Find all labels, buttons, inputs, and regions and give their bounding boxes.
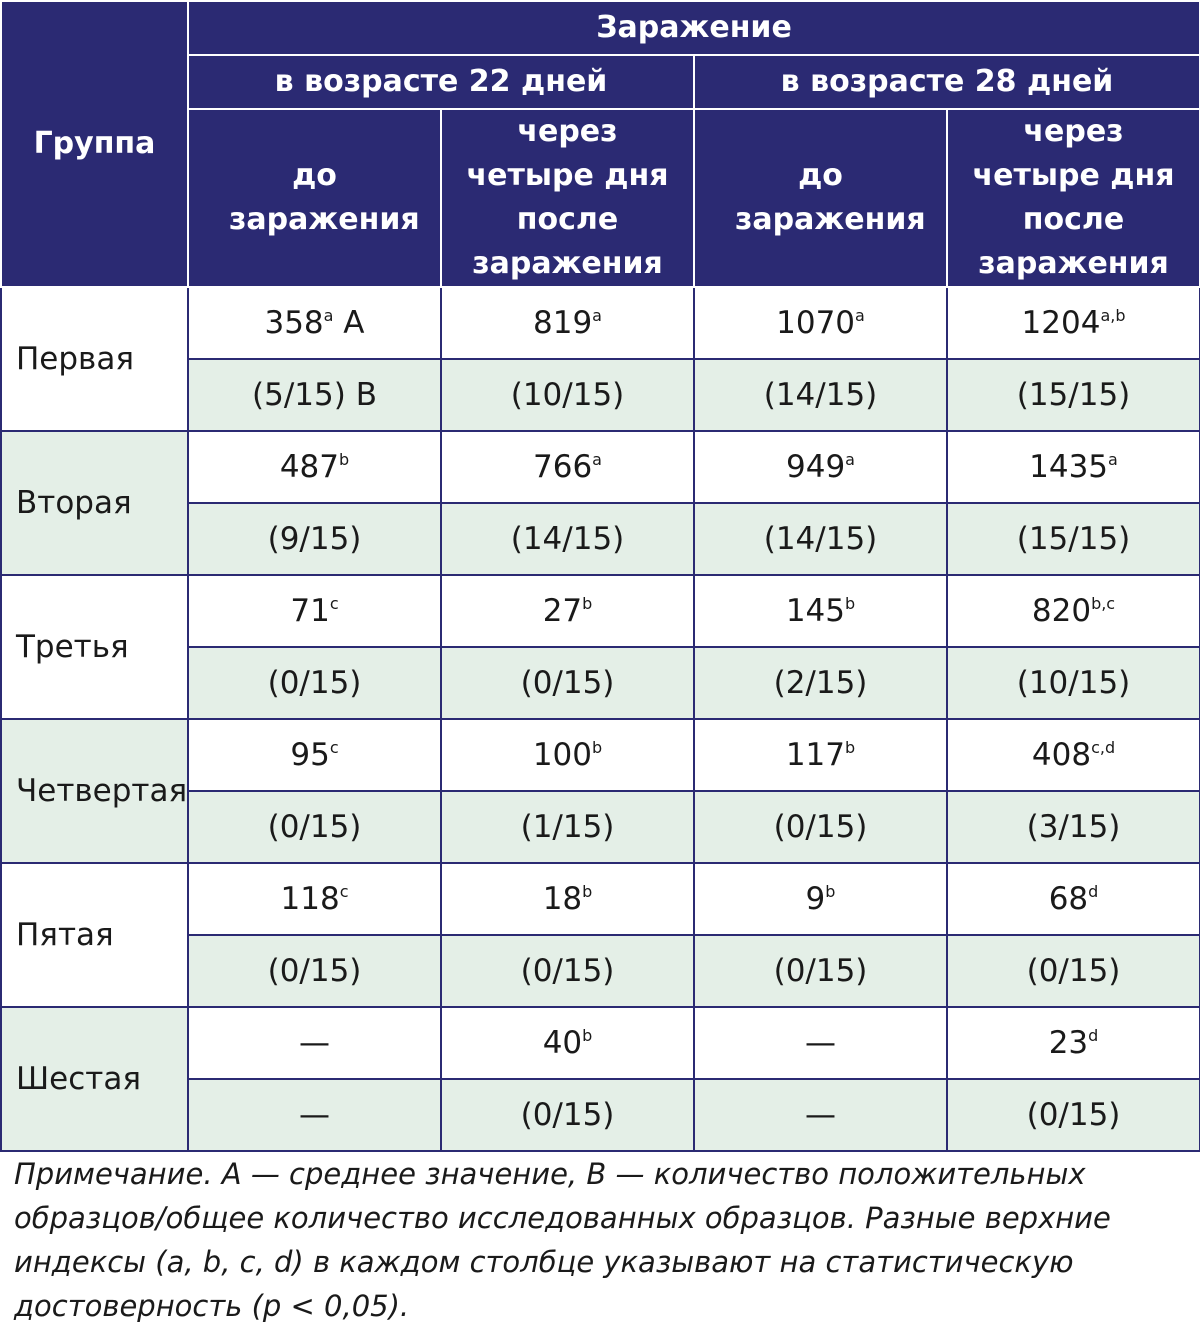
table-row [1, 431, 1200, 503]
after-header-22: через четыре дня после заражения [441, 109, 694, 287]
mean-value-cell [694, 431, 947, 503]
positive-ratio-cell: (14/15) [694, 503, 947, 575]
significance-superscript: b [582, 594, 593, 613]
before-header-22: до заражения [188, 109, 441, 287]
table-row [1, 575, 1200, 647]
positive-ratio-cell: (0/15) [188, 647, 441, 719]
mean-value: 358 [264, 305, 324, 341]
positive-ratio-cell: (0/15) [441, 935, 694, 1007]
mean-value: 71 [290, 593, 330, 629]
positive-ratio-cell: (15/15) [947, 359, 1200, 431]
positive-ratio-cell: (14/15) [441, 503, 694, 575]
mean-value-cell [441, 1007, 694, 1079]
table-row [1, 287, 1200, 359]
mean-value-cell [694, 575, 947, 647]
positive-ratio-cell: (0/15) [188, 791, 441, 863]
positive-ratio-cell: (9/15) [188, 503, 441, 575]
mean-value-cell [441, 719, 694, 791]
before-header-28: до заражения [694, 109, 947, 287]
significance-superscript: c [339, 882, 349, 901]
positive-ratio-cell: (1/15) [441, 791, 694, 863]
mean-value-cell [188, 575, 441, 647]
mean-value: 9 [805, 881, 826, 917]
age22-header: в возрасте 22 дней [188, 55, 694, 109]
group-header: Группа [1, 1, 188, 287]
table-row [1, 719, 1200, 791]
mean-value: 18 [542, 881, 583, 917]
mean-value-cell [947, 719, 1200, 791]
mean-value: 1070 [776, 305, 856, 341]
mean-value-cell [947, 287, 1200, 359]
significance-superscript: a [1108, 450, 1118, 469]
mean-value-cell [188, 287, 441, 359]
mean-value: 1435 [1029, 449, 1109, 485]
positive-ratio-cell: (0/15) [441, 647, 694, 719]
mean-value: 100 [532, 737, 592, 773]
significance-superscript: c,d [1091, 738, 1116, 757]
group-label: Пятая [1, 863, 188, 1007]
mean-value-cell [188, 1007, 441, 1079]
positive-ratio-cell: (0/15) [441, 1079, 694, 1151]
mean-value-cell [947, 863, 1200, 935]
significance-superscript: c [329, 594, 339, 613]
positive-ratio-cell: — [694, 1079, 947, 1151]
positive-ratio-cell: (3/15) [947, 791, 1200, 863]
table-note: Примечание. A — среднее значение, B — количество положительных образцов/общее количество исследованных образцов. Разные верхние индексы (a, b, c, d) в каждом столбце указывают на статистическую достоверность (p < 0,05). [14, 1157, 1111, 1323]
significance-superscript: b [339, 450, 350, 469]
mean-value-cell [188, 863, 441, 935]
mean-value-cell [694, 719, 947, 791]
mean-value-cell [694, 287, 947, 359]
infection-header: Заражение [188, 1, 1200, 55]
positive-ratio-cell: (2/15) [694, 647, 947, 719]
mean-value: — [299, 1025, 330, 1061]
mean-value-cell [694, 1007, 947, 1079]
significance-superscript: b [825, 882, 836, 901]
significance-superscript: c [329, 738, 339, 757]
mean-value-cell [441, 287, 694, 359]
mean-value: 819 [533, 305, 593, 341]
mean-value: 487 [279, 449, 339, 485]
group-label: Первая [1, 287, 188, 431]
significance-superscript: a [592, 450, 602, 469]
positive-ratio-cell: (0/15) [947, 935, 1200, 1007]
significance-superscript: b [845, 738, 856, 757]
positive-ratio-cell: (10/15) [947, 647, 1200, 719]
mean-value: 145 [785, 593, 845, 629]
positive-ratio-cell: (0/15) [188, 935, 441, 1007]
positive-ratio-cell: (0/15) [947, 1079, 1200, 1151]
significance-superscript: d [1088, 882, 1099, 901]
mean-value: 1204 [1021, 305, 1101, 341]
positive-ratio-cell: (15/15) [947, 503, 1200, 575]
table-row [1, 863, 1200, 935]
significance-superscript: b,c [1091, 594, 1116, 613]
mean-value-cell [947, 431, 1200, 503]
group-label: Шестая [1, 1007, 188, 1151]
mean-value: 27 [542, 593, 583, 629]
mean-value: 40 [542, 1025, 583, 1061]
significance-superscript: b [845, 594, 856, 613]
table-row [1, 1007, 1200, 1079]
mean-value-cell [188, 431, 441, 503]
significance-superscript: b [592, 738, 603, 757]
mean-value: 766 [533, 449, 593, 485]
positive-ratio-cell: (5/15) B [188, 359, 441, 431]
mean-value: — [805, 1025, 836, 1061]
mean-value-cell [947, 575, 1200, 647]
significance-superscript: a [855, 306, 865, 325]
mean-value: 23 [1048, 1025, 1089, 1061]
significance-superscript: d [1088, 1026, 1099, 1045]
mean-value-cell [441, 575, 694, 647]
significance-superscript: a [592, 306, 602, 325]
significance-superscript: a [323, 306, 334, 325]
mean-value-cell [694, 863, 947, 935]
mean-value-cell [188, 719, 441, 791]
positive-ratio-cell: (0/15) [694, 935, 947, 1007]
mean-value: 117 [785, 737, 845, 773]
mean-value: 949 [786, 449, 846, 485]
group-label: Третья [1, 575, 188, 719]
significance-superscript: b [582, 882, 593, 901]
value-marker: A [333, 305, 365, 341]
significance-superscript: a [845, 450, 855, 469]
mean-value-cell [441, 431, 694, 503]
mean-value: 68 [1048, 881, 1089, 917]
after-header-28: через четыре дня после заражения [947, 109, 1200, 287]
mean-value: 820 [1031, 593, 1092, 629]
significance-superscript: b [582, 1026, 593, 1045]
age28-header: в возрасте 28 дней [694, 55, 1200, 109]
group-label: Четвертая [1, 719, 188, 863]
positive-ratio-cell: (10/15) [441, 359, 694, 431]
mean-value-cell [947, 1007, 1200, 1079]
mean-value: 95 [290, 737, 330, 773]
table-body [1, 287, 1200, 1151]
positive-ratio-cell: — [188, 1079, 441, 1151]
mean-value-cell [441, 863, 694, 935]
positive-ratio-cell: (14/15) [694, 359, 947, 431]
mean-value: 408 [1031, 737, 1092, 773]
group-label: Вторая [1, 431, 188, 575]
mean-value: 118 [280, 881, 340, 917]
significance-superscript: a,b [1100, 306, 1126, 325]
positive-ratio-cell: (0/15) [694, 791, 947, 863]
